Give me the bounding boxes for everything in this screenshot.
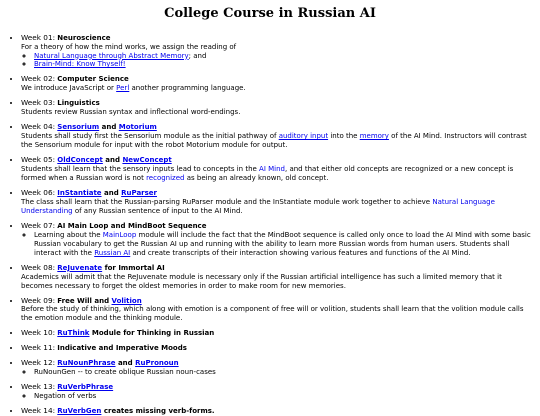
week-label: Week 02: [21,74,56,84]
topic-and: and [105,156,120,165]
week-description: Academics will admit that the ReJuvenate module is necessary only if the Russian artificial intelligence has such a limited memory that it becomes necessary to forget the oldest memories in order to make room for new memories. [21,272,502,290]
week-description: and create transcripts of their interaction showing various features and functions of the AI Mind. [132,248,471,257]
week-12 [21,358,532,377]
week-01 [21,33,532,70]
week-topic [57,156,171,164]
motorium-link[interactable]: Motorium [118,123,157,132]
week-10 [21,328,532,338]
week-sublist [21,392,532,401]
topic-and: and [117,359,133,368]
ruverbphrase-link[interactable]: RuVerbPhrase [57,383,114,392]
week-label: Week 03: [21,98,56,108]
week-09 [21,296,532,324]
week-11 [21,343,532,353]
ai-mind-link[interactable]: AI Mind [259,165,285,174]
topic-and: and [103,188,119,197]
week-topic [57,264,164,272]
week-description: into the [330,132,358,141]
recognized-link[interactable]: recognized [146,174,185,183]
week-04 [21,122,532,150]
week-sublist [21,368,532,377]
week-14 [21,406,532,416]
week-topic [57,407,214,415]
week-description: For a theory of how the mind works, we assign the reading of [21,42,237,51]
page-title: College Course in Russian AI [164,6,376,21]
ruthink-link[interactable]: RuThink [57,329,90,338]
week-label: Week 06: [21,187,56,197]
week-07 [21,221,532,258]
week-label: Week 11: [21,343,56,353]
week-topic [57,123,157,131]
reading-list [21,52,532,70]
week-topic [57,359,178,367]
topic-and: and [101,123,117,132]
week-05 [21,155,532,183]
runounphrase-link[interactable]: RuNounPhrase [57,359,116,368]
week-label: Week 07: [21,220,56,230]
week-description: module will include the fact that the MindBoot sequence is called only once to load the AI Mind with some basic Russian vocabulary to get the Russian AI up and running with the ability to learn more Russian words from human users. Students shall interact with the [34,230,531,257]
mainloop-link[interactable]: MainLoop [102,230,137,239]
week-description: We introduce JavaScript or [21,84,114,93]
topic-rest: Module for Thinking in Russian [91,329,215,338]
week-label: Week 14: [21,406,56,416]
week-08 [21,263,532,291]
newconcept-link[interactable]: NewConcept [122,156,172,165]
list-item: ◦ Natural Language through Abstract Memory; and [34,52,532,61]
conjunction-text: and [193,51,207,60]
sensorium-link[interactable]: Sensorium [57,123,100,132]
list-item: ◦ Negation of verbs [34,392,532,401]
topic-rest: creates missing verb-forms. [103,407,215,416]
week-label: Week 01: [21,32,56,42]
week-description: Students shall learn that the sensory inputs lead to concepts in the [21,165,257,174]
week-label: Week 05: [21,155,56,165]
week-topic [57,383,113,391]
week-topic: Linguistics [57,99,100,108]
perl-link[interactable]: Perl [116,84,130,93]
week-06 [21,188,532,216]
week-label: Week 12: [21,358,56,368]
week-topic [57,329,214,337]
ruparser-link[interactable]: RuParser [121,188,157,197]
week-label: Week 10: [21,328,56,338]
week-label: Week 13: [21,382,56,392]
week-02 [21,74,532,93]
week-topic: Neuroscience [57,33,111,42]
week-description: Students shall study first the Sensorium module as the initial pathway of [21,132,277,141]
week-topic [57,189,157,197]
week-description: Learning about the [34,230,101,239]
russian-ai-link[interactable]: Russian AI [94,248,131,257]
week-03 [21,98,532,117]
list-item [34,231,532,258]
week-label: Week 08: [21,262,56,272]
list-item: ◦ RuNounGen -- to create oblique Russian noun-cases [34,368,532,377]
memory-link[interactable]: memory [359,132,389,141]
topic-pre: Free Will and [57,296,110,305]
volition-link[interactable]: Volition [111,296,142,305]
rupronoun-link[interactable]: RuPronoun [135,359,179,368]
week-label: Week 09: [21,295,56,305]
list-item [34,60,532,69]
week-description: Students review Russian syntax and inflectional word-endings. [21,108,241,117]
oldconcept-link[interactable]: OldConcept [57,156,103,165]
weeks-list [8,33,532,416]
week-description: The class shall learn that the Russian-parsing RuParser module and the InStantiate module work together to achieve [21,197,431,206]
week-description: of the AI Mind. Instructors will contrast the Sensorium module for input with the robot Motorium module for output. [21,132,527,150]
week-description: of any Russian sentence of input to the AI Mind. [74,206,243,215]
week-topic: Indicative and Imperative Moods [57,344,187,353]
auditory-input-link[interactable]: auditory input [278,132,329,141]
reading-link[interactable]: Natural Language through Abstract Memory [34,51,189,60]
topic-rest: for Immortal AI [104,263,165,272]
week-topic: Computer Science [57,75,129,84]
ruverbgen-link[interactable]: RuVerbGen [57,407,102,416]
reading-link[interactable]: Brain-Mind: Know Thyself! [34,60,126,69]
week-sublist [21,231,532,258]
week-description: as being an already known, old concept. [186,174,329,183]
week-topic [57,297,141,305]
week-description: , and that either old concepts are recognized or a new concept is formed when a Russian word is not [21,165,514,183]
nlu-link[interactable]: Natural Language Understanding [21,197,495,215]
week-topic: AI Main Loop and MindBoot Sequence [57,221,207,230]
week-13 [21,382,532,401]
rejuvenate-link[interactable]: ReJuvenate [57,263,103,272]
week-label: Week 04: [21,122,56,132]
week-description: another programming language. [131,84,246,93]
week-description: Before the study of thinking, which along with emotion is a component of free will or volition, students shall learn that the volition module calls the emotion module and the thinking module. [21,305,524,323]
instantiate-link[interactable]: InStantiate [57,188,102,197]
